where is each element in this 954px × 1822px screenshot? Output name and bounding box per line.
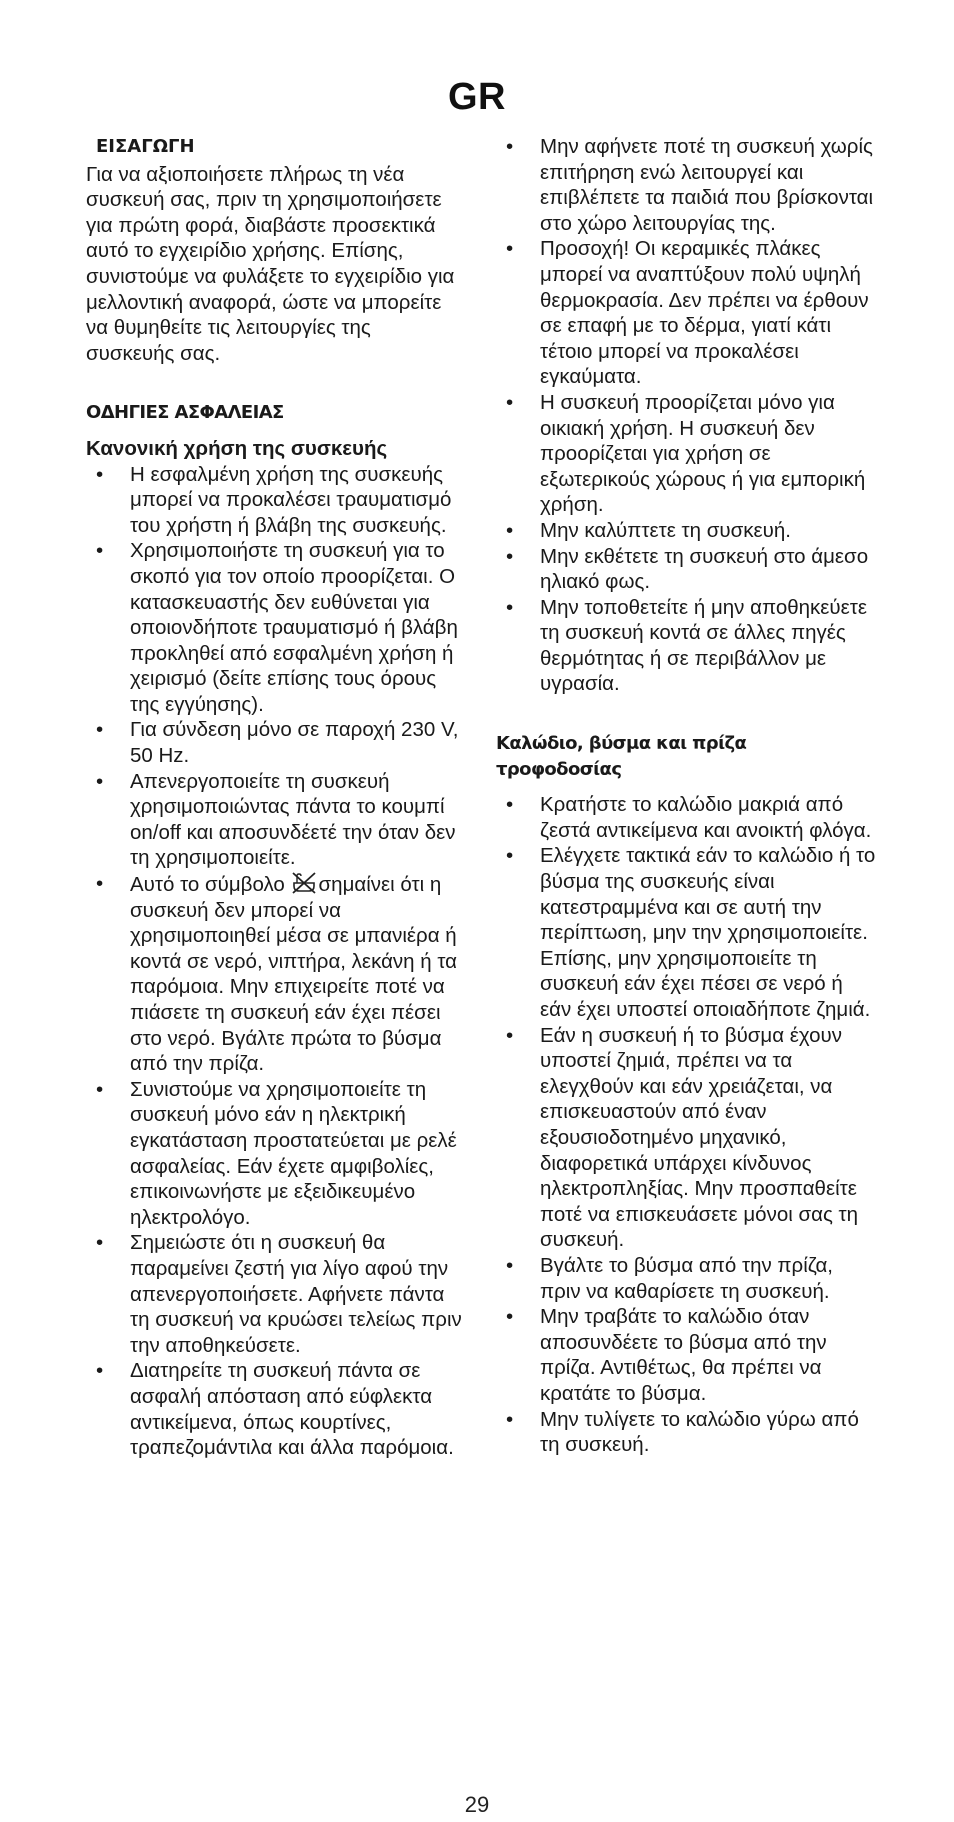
normal-use-list: [86, 462, 464, 1461]
right-column: [496, 134, 876, 1458]
page-number: 29: [464, 1792, 490, 1817]
list-item: • Ελέγχετε τακτικά εάν το καλώδιο ή το βύσμα της συσκευής είναι κατεστραμμένα και σε αυτή την περίπτωση, μην την χρησιμοποιείτε. Επίσης, μην χρησιμοποιείτε τη συσκευή εάν έχει πέσει σε νερό ή εάν έχει υποστεί οποιαδήποτε ζημιά.: [506, 844, 876, 1021]
safety-title: ΟΔΗΓΙΕΣ ΑΣΦΑΛΕΙΑΣ: [86, 402, 284, 424]
list-item: • Μην τραβάτε το καλώδιο όταν αποσυνδέετε το βύσμα από την πρίζα. Αντιθέτως, θα πρέπει να κρατάτε το βύσμα.: [506, 1305, 827, 1405]
no-bathtub-symbol-icon: [291, 871, 317, 895]
bullet-dot: •: [506, 844, 514, 868]
list-item: • Η εσφαλμένη χρήση της συσκευής μπορεί να προκαλέσει τραυματισμό του χρήστη ή βλάβη της συσκευής.: [96, 462, 452, 537]
list-item: • Εάν η συσκευή ή το βύσμα έχουν υποστεί ζημιά, πρέπει να τα ελεγχθούν και εάν χρειάζεται, να επισκευαστούν από έναν εξουσιοδοτημένο μηχανικό, διαφορετικά υπάρχει κίνδυνος ηλεκτροπληξίας. Μην προσπαθείτε ποτέ να επισκευάσετε μόνοι σας τη συσκευή.: [506, 1023, 859, 1252]
bullet-dot: •: [96, 462, 104, 486]
list-item: • Μην τοποθετείτε ή μην αποθηκεύετε τη συσκευή κοντά σε άλλες πηγές θερμότητας ή σε περιβάλλον με υγρασία.: [506, 595, 867, 696]
list-item: • Βγάλτε το βύσμα από την πρίζα, πριν να καθαρίσετε τη συσκευή.: [506, 1253, 833, 1303]
bullet-dot: •: [96, 539, 104, 563]
bullet-dot: •: [506, 1407, 514, 1431]
bullet-dot: •: [96, 769, 104, 793]
list-item: • Προσοχή! Οι κεραμικές πλάκες μπορεί να αναπτύξουν πολύ υψηλή θερμοκρασία. Δεν πρέπει να έρθουν σε επαφή με το δέρμα, γιατί κάτι τέτοιο μπορεί να προκαλέσει εγκαύματα.: [506, 237, 869, 389]
bullet-dot: •: [506, 1023, 514, 1047]
page-heading: GR: [448, 76, 506, 118]
bullet-dot: •: [506, 518, 514, 542]
bullet-dot: •: [506, 1305, 514, 1329]
list-item: • Μην εκθέτετε τη συσκευή στο άμεσο ηλιακό φως.: [506, 544, 869, 594]
list-item: • Μην καλύπτετε τη συσκευή.: [506, 518, 791, 542]
list-item: • Απενεργοποιείτε τη συσκευή χρησιμοποιώντας πάντα το κουμπί on/off και αποσυνδέετέ την όταν δεν τη χρησιμοποιείτε.: [96, 769, 456, 870]
list-item: • Σημειώστε ότι η συσκευή θα παραμείνει ζεστή για λίγο αφού την απενεργοποιήσετε. Αφήνετε πάντα τη συσκευή να κρυώσει τελείως πριν την αποθηκεύσετε.: [96, 1231, 462, 1357]
normal-use-title: Κανονική χρήση της συσκευής: [86, 436, 388, 460]
bullet-dot: •: [506, 544, 514, 568]
list-item: • Η συσκευή προορίζεται μόνο για οικιακή χρήση. Η συσκευή δεν προορίζεται για χρήση σε εξωτερικούς χώρους ή για εμπορική χρήση.: [506, 390, 866, 517]
general-safety-list: [496, 134, 876, 697]
list-item: • Για σύνδεση μόνο σε παροχή 230 V, 50 Hz.: [96, 718, 459, 768]
cord-title: Καλώδιο, βύσμα και πρίζα τροφοδοσίας: [496, 733, 747, 780]
list-item-symbol: • Αυτό το σύμβολο σημαίνει ότι η συσκευή δεν μπορεί να χρησιμοποιηθεί μέσα σε μπανιέρα ή κοντά σε νερό, νιπτήρα, λεκάνη ή τα παρόμοια. Μην επιχειρείτε ποτέ να πιάσετε τη συσκευή εάν έχει πέσει στο νερό. Βγάλτε πρώτα το βύσμα από την πρίζα.: [96, 872, 458, 1076]
intro-title: ΕΙΣΑΓΩΓΗ: [96, 136, 195, 157]
list-item: • Διατηρείτε τη συσκευή πάντα σε ασφαλή απόσταση από εύφλεκτα αντικείμενα, όπως κουρτίνες, τραπεζομάντιλα και άλλα παρόμοια.: [96, 1359, 454, 1460]
left-column: [86, 134, 464, 1461]
list-item: • Μην αφήνετε ποτέ τη συσκευή χωρίς επιτήρηση ενώ λειτουργεί και επιβλέπετε τα παιδιά που βρίσκονται στο χώρο λειτουργίας της.: [506, 135, 874, 235]
bullet-dot: •: [96, 1077, 104, 1101]
list-item: • Συνιστούμε να χρησιμοποιείτε τη συσκευή μόνο εάν η ηλεκτρική εγκατάσταση προστατεύεται με ρελέ ασφαλείας. Εάν έχετε αμφιβολίες, επικοινωνήστε με εξειδικευμένο ηλεκτρολόγο.: [96, 1077, 457, 1229]
bullet-dot: •: [506, 237, 514, 261]
list-item: • Μην τυλίγετε το καλώδιο γύρω από τη συσκευή.: [506, 1407, 859, 1457]
bullet-dot: •: [506, 595, 514, 619]
bullet-dot: •: [96, 1359, 104, 1383]
bullet-dot: •: [506, 135, 514, 158]
list-item: • Κρατήστε το καλώδιο μακριά από ζεστά αντικείμενα και ανοικτή φλόγα.: [506, 793, 872, 842]
bullet-dot: •: [96, 718, 104, 742]
bullet-dot: •: [96, 872, 104, 896]
bullet-dot: •: [96, 1231, 104, 1255]
bullet-dot: •: [506, 793, 514, 817]
bullet-dot: •: [506, 1253, 514, 1277]
intro-text: Για να αξιοποιήσετε πλήρως τη νέα συσκευή σας, πριν τη χρησιμοποιήσετε για πρώτη φορά, διαβάστε προσεκτικά αυτό το εγχειρίδιο χρήσης. Επίσης, συνιστούμε να φυλάξετε το εγχειρίδιο για μελλοντική αναφορά, ώστε να μπορείτε να θυμηθείτε τις λειτουργίες της συσκευής σας.: [86, 162, 455, 365]
cord-list: [496, 792, 876, 1457]
bullet-dot: •: [506, 390, 514, 414]
list-item: • Χρησιμοποιήστε τη συσκευή για το σκοπό για τον οποίο προορίζεται. Ο κατασκευαστής δεν ευθύνεται για οποιονδήποτε τραυματισμό ή βλάβη προκληθεί από εσφαλμένη χρήση ή χειρισμό (δείτε επίσης τους όρους της εγγύησης).: [96, 539, 458, 716]
